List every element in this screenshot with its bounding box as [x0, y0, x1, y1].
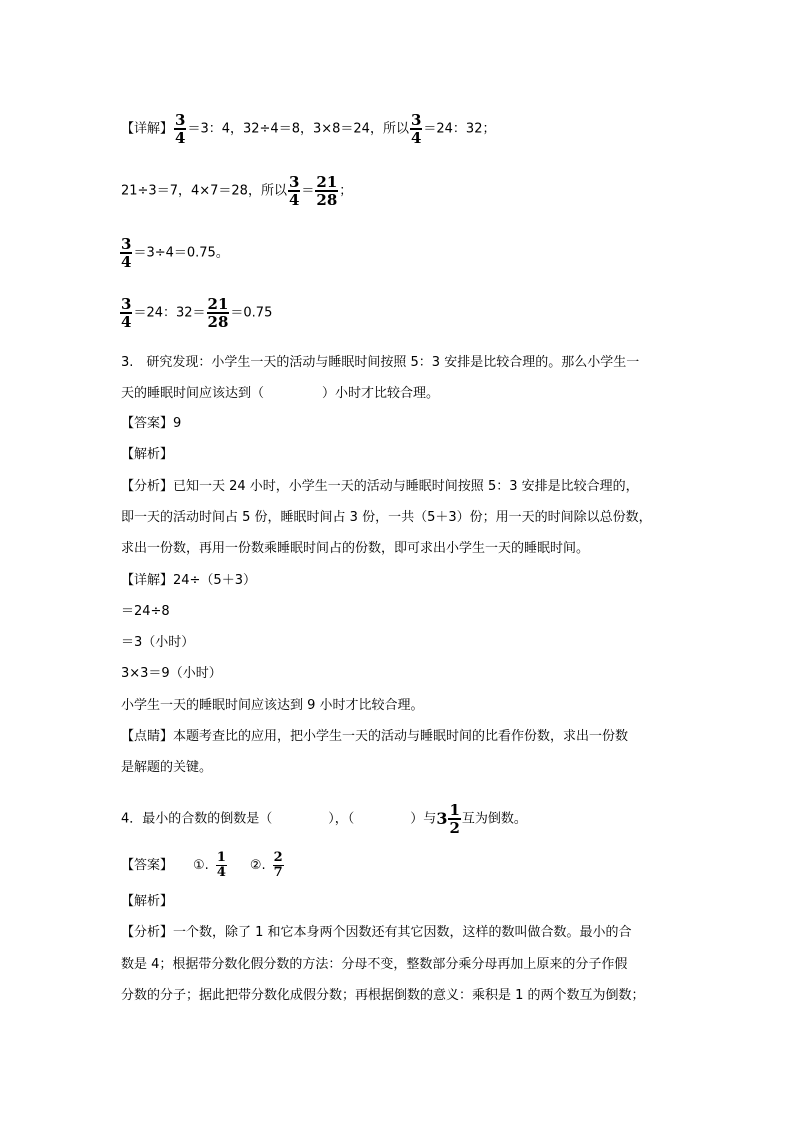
fraction: $\frac{3}{4}$: [175, 111, 186, 147]
fraction: $\frac{1}{4}$: [216, 850, 226, 880]
text: ＝3÷4＝0.75。: [133, 245, 229, 261]
comment-3-line-1: 【点睛】本题考查比的应用，把小学生一天的活动与睡眠时间的比看作份数，求出一份数: [121, 729, 629, 744]
detail-3-line-3: ＝3（小时）: [121, 635, 195, 650]
detail-line-4: [119, 296, 272, 330]
detail-label: 【详解】: [121, 121, 174, 137]
detail-line-1: [121, 112, 495, 146]
analysis-4-line-1: 【分析】一个数，除了 1 和它本身两个因数还有其它因数，这样的数叫做合数。最小的合: [121, 925, 632, 940]
analysis-3-line-1: 【分析】已知一天 24 小时，小学生一天的活动与睡眠时间按照 5：3 安排是比较合理的，: [121, 479, 639, 494]
detail-3-line-1: 【详解】24÷（5＋3）: [121, 573, 256, 588]
text: ＝24：32；: [423, 121, 496, 137]
text: ；: [339, 183, 353, 199]
fraction: $\frac{3}{4}$: [121, 235, 132, 271]
text: ＝0.75: [230, 305, 273, 321]
text: ＝24：32＝: [133, 305, 206, 321]
fraction: $\frac{21}{28}$: [207, 295, 229, 331]
answer-4: 【答案】 ①. $\frac{1}{4}$ ②. $\frac{2}{7}$: [121, 850, 283, 880]
detail-3-line-2: ＝24÷8: [121, 604, 170, 619]
answer-3: 【答案】9: [121, 416, 182, 431]
question-3-line-1: 3. 研究发现：小学生一天的活动与睡眠时间按照 5：3 安排是比较合理的。那么小学生一: [121, 355, 640, 370]
text: ＝3：4，32÷4＝8，3×8＝24，所以: [187, 121, 409, 137]
analysis-4-line-2: 数是 4；根据带分数化假分数的方法：分母不变，整数部分乘分母再加上原来的分子作假: [121, 957, 628, 972]
text: 21÷3＝7，4×7＝28，所以: [121, 183, 287, 199]
analysis-3-line-2: 即一天的活动时间占 5 份，睡眠时间占 3 份，一共（5＋3）份；用一天的时间除以总份数，: [121, 510, 652, 525]
fraction: $\frac{21}{28}$: [316, 173, 338, 209]
detail-line-2: [121, 174, 352, 208]
fraction: $\frac{3}{4}$: [410, 111, 422, 147]
detail-3-line-5: 小学生一天的睡眠时间应该达到 9 小时才比较合理。: [121, 698, 424, 713]
text: ＝: [301, 183, 315, 199]
analysis-4-line-3: 分数的分子；据此把带分数化成假分数；再根据倒数的意义：乘积是 1 的两个数互为倒数；: [121, 988, 645, 1003]
detail-3-line-4: 3×3＝9（小时）: [121, 666, 222, 681]
question-4: 4．最小的合数的倒数是（ ），（ ）与3 $\frac{1}{2}$ 互为倒数。: [121, 801, 527, 837]
mixed-number: 3 $\frac{1}{2}$: [436, 801, 460, 837]
fraction: $\frac{3}{4}$: [121, 295, 132, 331]
question-3-line-2: 天的睡眠时间应该达到（ ）小时才比较合理。: [121, 386, 440, 401]
analysis-label-3: 【解析】: [121, 447, 174, 462]
comment-3-line-2: 是解题的关键。: [121, 760, 213, 775]
analysis-label-4: 【解析】: [121, 894, 174, 909]
analysis-3-line-3: 求出一份数，再用一份数乘睡眠时间占的份数，即可求出小学生一天的睡眠时间。: [121, 541, 590, 556]
fraction: $\frac{3}{4}$: [288, 173, 300, 209]
detail-line-3: [119, 236, 229, 270]
fraction: $\frac{2}{7}$: [273, 850, 283, 880]
